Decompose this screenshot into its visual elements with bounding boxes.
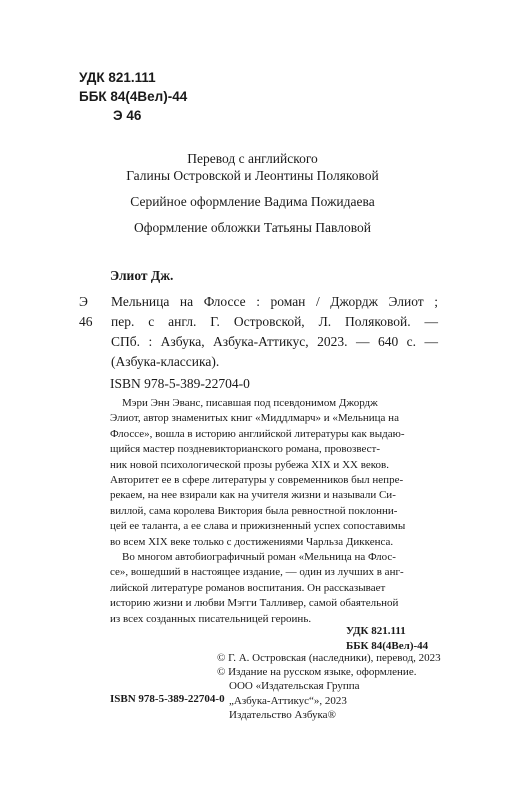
abstract-paragraph-2 xyxy=(110,550,440,627)
copyright-publisher-line: Издательство Азбука® xyxy=(229,708,336,721)
abstract-line: Флоссе», вошла в историю английской литературы как выдаю- xyxy=(110,427,405,440)
copyright-edition: © Издание на русском языке, оформление. xyxy=(217,666,417,679)
abstract-line: ник новой психологической прозы рубежа XIX и XX веков. xyxy=(110,458,389,471)
abstract-line: во всем XIX веке только с достижениями Чарльза Диккенса. xyxy=(110,535,394,548)
catalog-line: СПб. : Азбука, Азбука-Аттикус, 2023. — 640 с. — xyxy=(111,334,438,349)
abstract-line: Элиот, автор знаменитых книг «Миддлмарч» и «Мельница на xyxy=(110,412,399,425)
translation-line-1: Перевод с английского xyxy=(187,151,318,166)
catalog-line: пер. с англ. Г. Островской, Л. Поляковой. — xyxy=(111,314,438,329)
abstract-line: историю жизни и любви Мэгги Талливер, самой обаятельной xyxy=(110,597,399,610)
copyright-translation: © Г. А. Островская (наследники), перевод, 2023 xyxy=(217,652,441,664)
catalog-code: Э 46 xyxy=(79,294,93,329)
bottom-isbn: ISBN 978-5-389-22704-0 xyxy=(110,693,225,705)
copyright-publisher-line: „Азбука-Аттикус“», 2023 xyxy=(229,694,347,707)
catalog-line: Мельница на Флоссе : роман / Джордж Элиот ; xyxy=(111,294,438,309)
bottom-classification-codes xyxy=(346,624,428,654)
translation-line-2: Галины Островской и Леонтины Поляковой xyxy=(126,168,379,183)
abstract-line: рекаем, на нее взирали как на учителя жизни и называли Си- xyxy=(110,489,396,502)
abstract-line: се», вошедший в настоящее издание, — один из лучших в анг- xyxy=(110,566,404,579)
top-classification-codes xyxy=(79,68,187,125)
abstract-line: Во многом автобиографичный роман «Мельница на Флос- xyxy=(122,551,396,563)
series-design-credit: Серийное оформление Вадима Пожидаева xyxy=(130,194,375,209)
cover-design-credit: Оформление обложки Татьяны Павловой xyxy=(134,220,371,235)
abstract-line: Авторитет ее в сфере литературы у современников был непре- xyxy=(110,474,404,487)
bbk-code: ББК 84(4Вел)-44 xyxy=(79,89,188,104)
abstract-line: цей ее таланта, а ее слава и прижизненный успех сопоставимы xyxy=(110,520,406,533)
translation-credit xyxy=(0,150,505,184)
author-mark: Э 46 xyxy=(113,108,142,123)
abstract-line: лийской литературе романов воспитания. Он рассказывает xyxy=(110,581,386,594)
copyright-block xyxy=(217,651,441,722)
catalog-line: (Азбука-классика). xyxy=(111,354,220,369)
abstract-line: виллой, сама королева Виктория была ревностной поклонни- xyxy=(110,504,398,517)
udk-code: УДК 821.111 xyxy=(79,70,156,85)
abstract-line: из всех созданных писательницей героинь. xyxy=(110,612,312,625)
catalog-isbn: ISBN 978-5-389-22704-0 xyxy=(110,376,250,391)
catalog-author: Элиот Дж. xyxy=(110,268,174,283)
abstract-paragraph-1 xyxy=(110,396,440,550)
copyright-publisher-line: ООО «Издательская Группа xyxy=(229,680,360,693)
bottom-bbk-code: ББК 84(4Вел)-44 xyxy=(346,640,429,652)
bottom-udk-code: УДК 821.111 xyxy=(346,625,406,637)
abstract-line: щийся мастер поздневикторианского романа, провозвест- xyxy=(110,443,380,456)
catalog-description xyxy=(111,292,438,372)
abstract-line: Мэри Энн Эванс, писавшая под псевдонимом Джордж xyxy=(122,397,378,409)
